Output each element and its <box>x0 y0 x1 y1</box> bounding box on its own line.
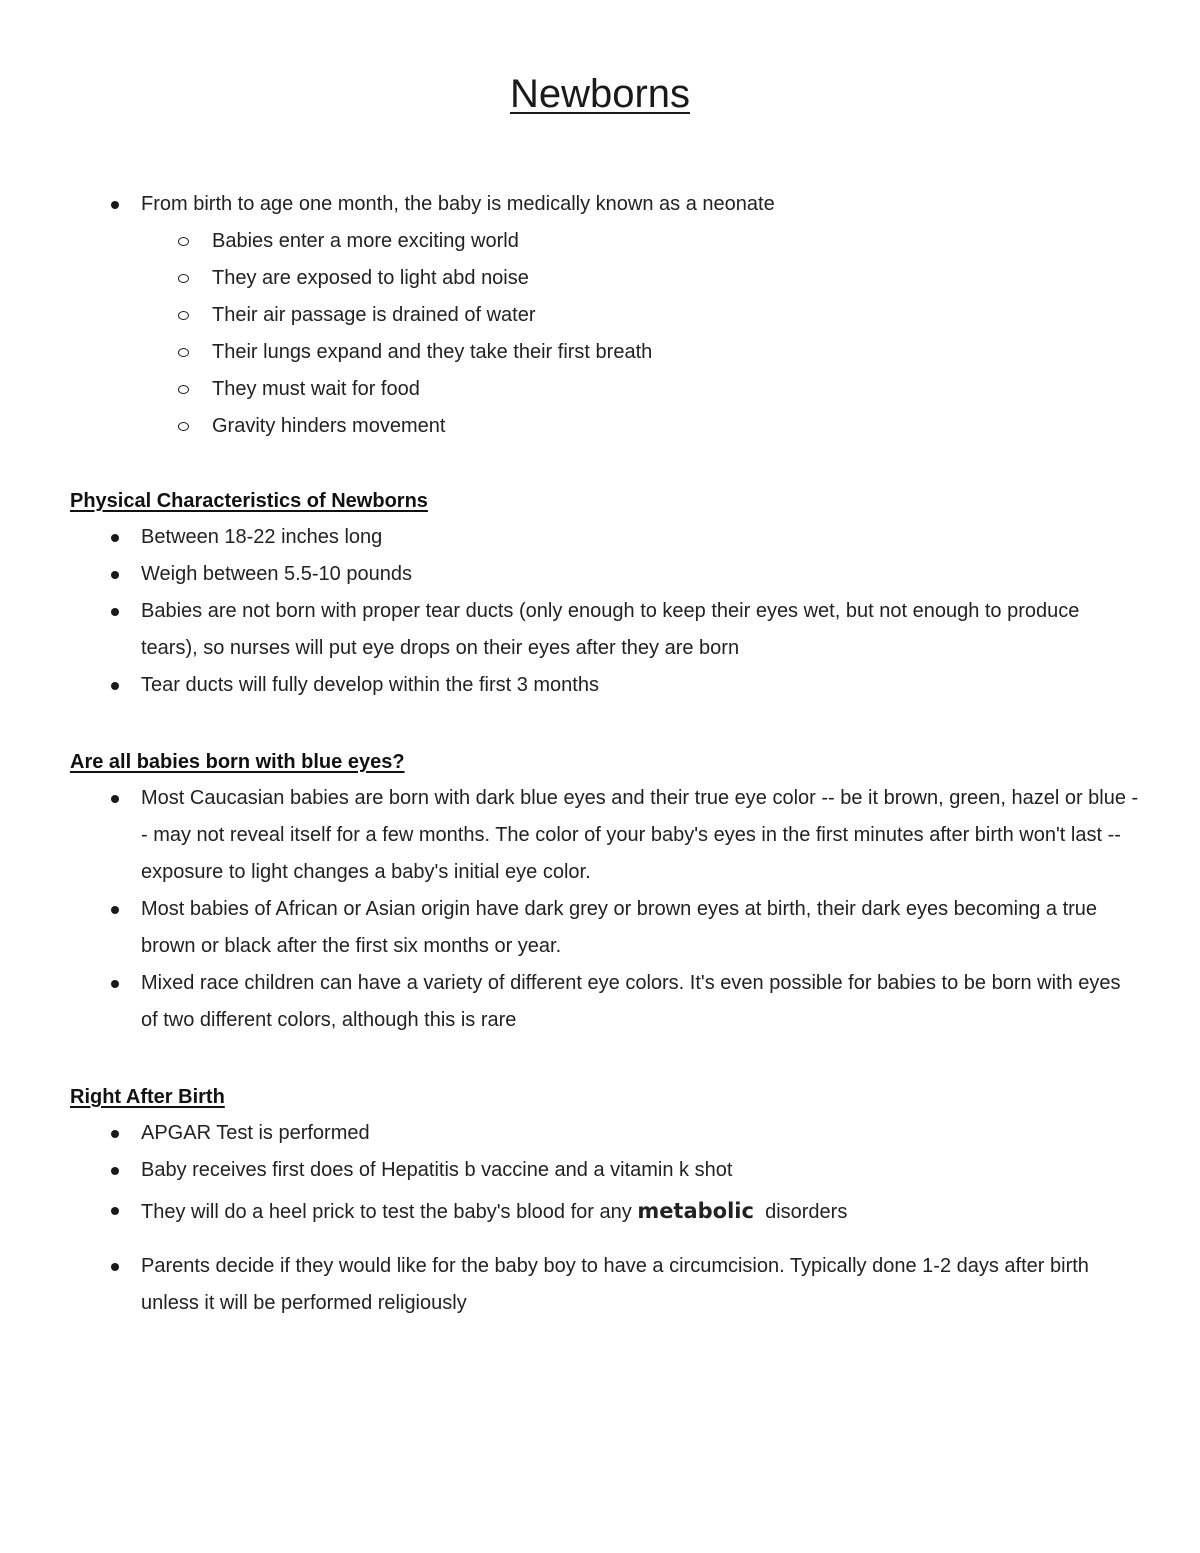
section-heading-eyes: Are all babies born with blue eyes? <box>70 751 405 773</box>
after-birth-section <box>70 1079 1140 1322</box>
list-item <box>70 780 1140 891</box>
section-heading-physical: Physical Characteristics of Newborns <box>70 490 428 512</box>
sub-list-item <box>70 408 1140 445</box>
filled-bullet-icon <box>111 1130 119 1138</box>
intro-list <box>70 186 1140 445</box>
physical-section <box>70 483 1140 704</box>
list-item <box>70 186 1140 223</box>
filled-bullet-icon <box>111 1167 119 1175</box>
eyes-list <box>70 780 1140 1039</box>
list-item-text-before: They will do a heel prick to test the baby's blood for any <box>141 1201 638 1223</box>
filled-bullet-icon <box>111 906 119 914</box>
sub-list-item <box>70 371 1140 408</box>
hollow-bullet-icon <box>178 237 189 246</box>
list-item-text: Between 18-22 inches long <box>141 526 383 548</box>
list-item-text: Mixed race children can have a variety of different eye colors. It's even possible for babies to be born with eyes of two different colors, although this is rare <box>141 972 1121 1031</box>
sub-list-item-text: Babies enter a more exciting world <box>212 230 519 252</box>
sub-list-item <box>70 297 1140 334</box>
sub-list-item-text: Gravity hinders movement <box>212 415 446 437</box>
list-item-text: Tear ducts will fully develop within the first 3 months <box>141 674 599 696</box>
after-birth-list <box>70 1115 1140 1322</box>
list-item-text: Baby receives first does of Hepatitis b vaccine and a vitamin k shot <box>141 1159 733 1181</box>
hollow-bullet-icon <box>178 385 189 394</box>
list-item <box>70 1115 1140 1152</box>
list-item <box>70 593 1140 667</box>
eyes-section <box>70 744 1140 1039</box>
list-item <box>70 667 1140 704</box>
intro-section <box>70 186 1140 445</box>
filled-bullet-icon <box>111 571 119 579</box>
hollow-bullet-icon <box>178 274 189 283</box>
list-item <box>70 1152 1140 1189</box>
sub-list-item <box>70 334 1140 371</box>
filled-bullet-icon <box>111 1207 119 1215</box>
sub-list-item-text: Their air passage is drained of water <box>212 304 536 326</box>
filled-bullet-icon <box>111 980 119 988</box>
list-item <box>70 965 1140 1039</box>
filled-bullet-icon <box>111 1263 119 1271</box>
filled-bullet-icon <box>111 201 119 209</box>
sub-list-item <box>70 223 1140 260</box>
list-item-text: Most babies of African or Asian origin have dark grey or brown eyes at birth, their dark eyes becoming a true brown or black after the first six months or year. <box>141 898 1098 957</box>
list-item-bold-word: metabolic <box>637 1199 754 1223</box>
hollow-bullet-icon <box>178 348 189 357</box>
sub-list-item <box>70 260 1140 297</box>
list-item-text: Weigh between 5.5-10 pounds <box>141 563 412 585</box>
filled-bullet-icon <box>111 682 119 690</box>
list-item-text-after: disorders <box>753 1201 848 1223</box>
sub-list-item-text: They must wait for food <box>212 378 420 400</box>
hollow-bullet-icon <box>178 422 189 431</box>
list-item-text: APGAR Test is performed <box>141 1122 370 1144</box>
filled-bullet-icon <box>111 534 119 542</box>
list-item <box>70 1248 1140 1322</box>
list-item-text: Most Caucasian babies are born with dark blue eyes and their true eye color -- be it brown, green, hazel or blue -- may not reveal itself for a few months. The color of your baby's eyes in the first minutes after birth won't last -- exposure to light changes a baby's initial eye color. <box>141 787 1139 883</box>
filled-bullet-icon <box>111 795 119 803</box>
page-title-text: Newborns <box>509 72 691 116</box>
list-item <box>70 1189 1140 1234</box>
list-item <box>70 519 1140 556</box>
list-item-text: Babies are not born with proper tear ducts (only enough to keep their eyes wet, but not enough to produce tears), so nurses will put eye drops on their eyes after they are born <box>141 600 1080 659</box>
list-item <box>70 556 1140 593</box>
list-item <box>70 891 1140 965</box>
sub-list-item-text: Their lungs expand and they take their first breath <box>212 341 653 363</box>
section-heading-after-birth: Right After Birth <box>70 1086 225 1108</box>
physical-list <box>70 519 1140 704</box>
hollow-bullet-icon <box>178 311 189 320</box>
filled-bullet-icon <box>111 608 119 616</box>
sub-list-item-text: They are exposed to light abd noise <box>212 267 529 289</box>
list-item-text: Parents decide if they would like for the baby boy to have a circumcision. Typically done 1-2 days after birth unless it will be performed religiously <box>141 1255 1089 1314</box>
list-item-text: From birth to age one month, the baby is medically known as a neonate <box>141 193 775 215</box>
page-title <box>0 70 1200 118</box>
